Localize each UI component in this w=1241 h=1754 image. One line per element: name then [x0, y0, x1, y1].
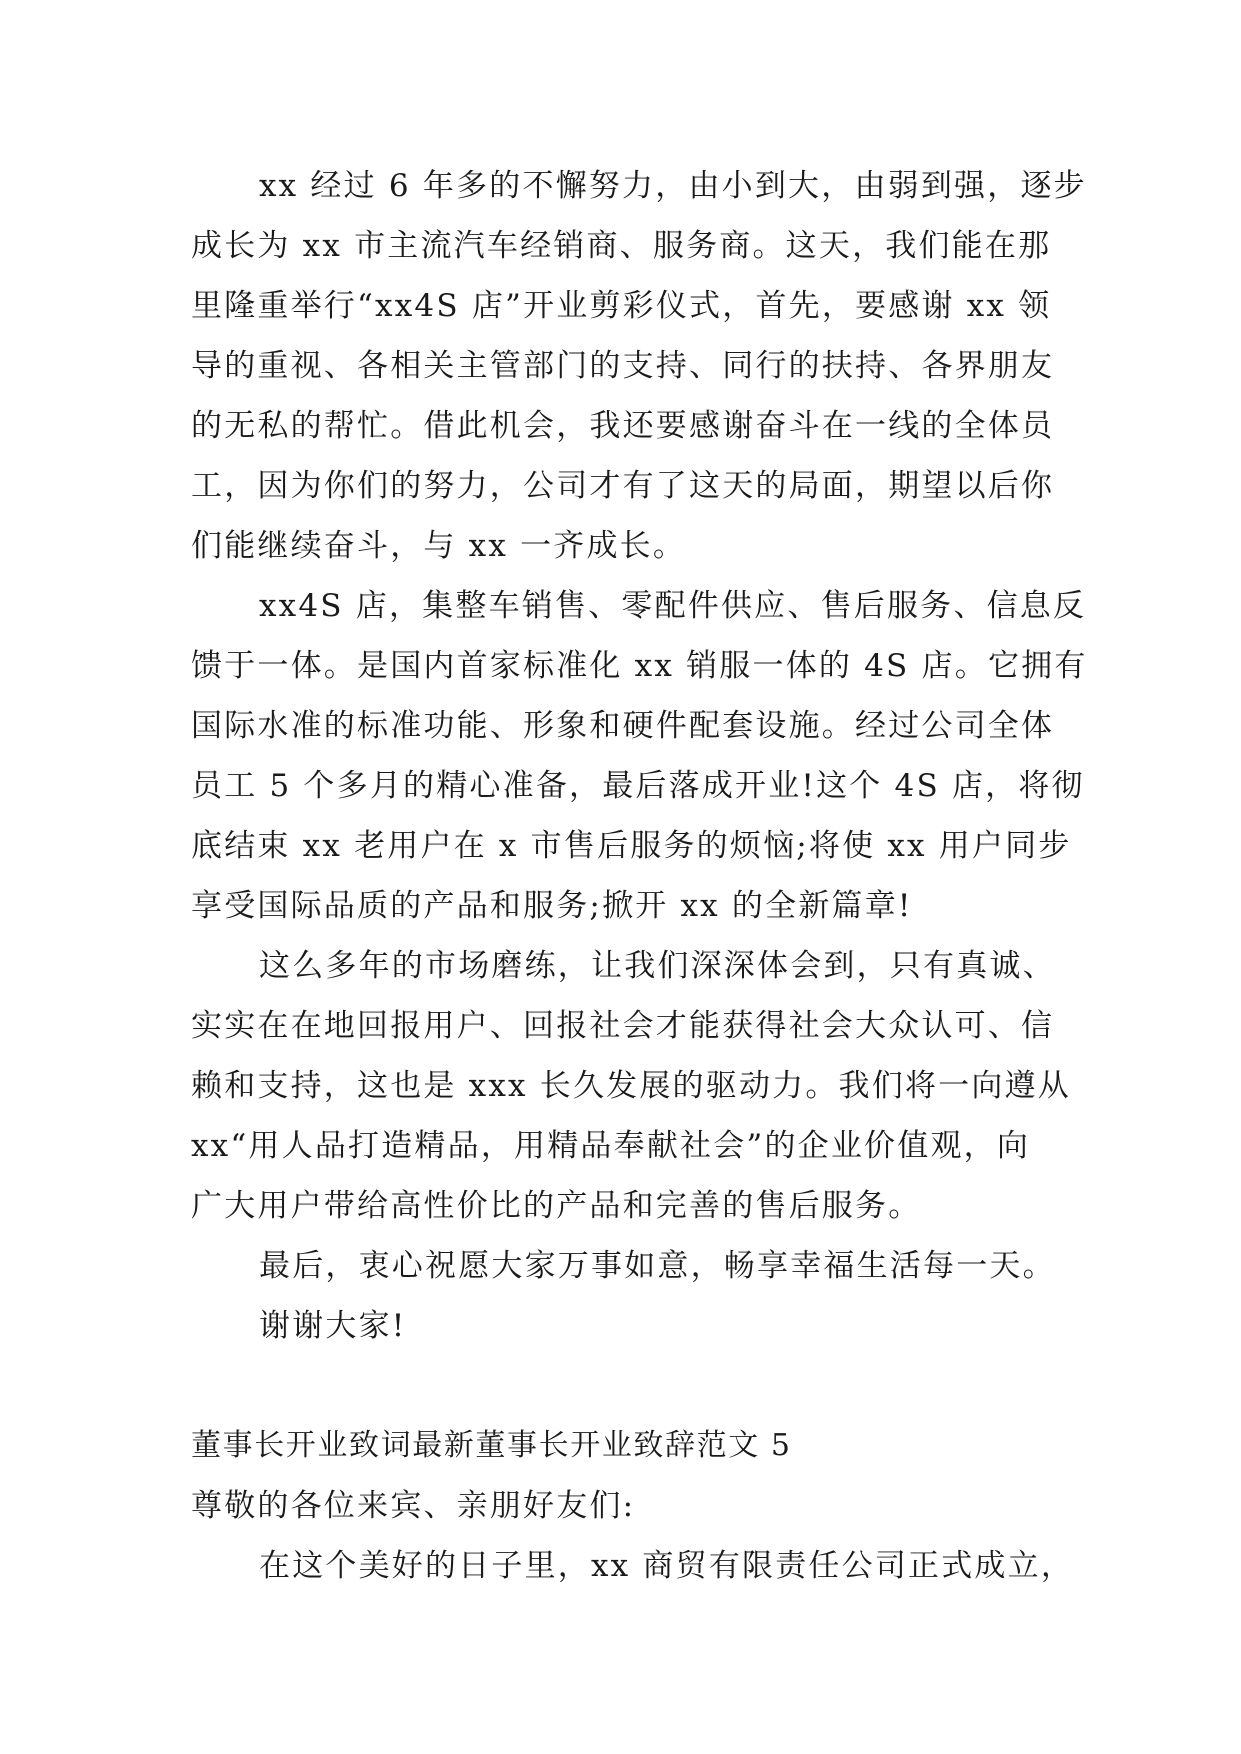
text-line: 享受国际品质的产品和服务;掀开 xx 的全新篇章!	[191, 888, 913, 924]
salutation: 尊敬的各位来宾、亲朋好友们:	[191, 1488, 636, 1524]
text-line: 工，因为你们的努力，公司才有了这天的局面，期望以后你	[191, 468, 1055, 504]
section-title: 董事长开业致词最新董事长开业致辞范文 5	[191, 1428, 792, 1463]
text-line: xx“用人品打造精品，用精品奉献社会”的企业价值观，向	[191, 1128, 1031, 1164]
paragraph-2	[191, 576, 1088, 936]
paragraph-1	[191, 156, 1087, 576]
text-line: 底结束 xx 老用户在 x 市售后服务的烦恼;将使 xx 用户同步	[191, 828, 1072, 864]
text-line: 成长为 xx 市主流汽车经销商、服务商。这天，我们能在那	[191, 228, 1052, 264]
text-line: 导的重视、各相关主管部门的支持、同行的扶持、各界朋友	[191, 348, 1055, 384]
text-line: 馈于一体。是国内首家标准化 xx 销服一体的 4S 店。它拥有	[191, 648, 1088, 684]
text-line: 们能继续奋斗，与 xx 一齐成长。	[191, 528, 687, 564]
text-line: 赖和支持，这也是 xxx 长久发展的驱动力。我们将一向遵从	[191, 1068, 1071, 1104]
paragraph-4-line: 在这个美好的日子里，xx 商贸有限责任公司正式成立，	[259, 1548, 1075, 1584]
text-line: 广大用户带给高性价比的产品和完善的售后服务。	[191, 1188, 922, 1224]
text-line: 实实在在地回报用户、回报社会才能获得社会大众认可、信	[191, 1008, 1055, 1044]
closing-wish: 最后，衷心祝愿大家万事如意，畅享幸福生活每一天。	[259, 1248, 1056, 1284]
text-line: 员工 5 个多月的精心准备，最后落成开业!这个 4S 店，将彻	[191, 768, 1085, 804]
text-line: xx4S 店，集整车销售、零配件供应、售后服务、信息反	[259, 588, 1087, 624]
section-spacer	[191, 1356, 1071, 1416]
text-line: xx 经过 6 年多的不懈努力，由小到大，由弱到强，逐步	[259, 168, 1087, 204]
document-body	[191, 156, 1088, 1596]
text-line: 里隆重举行“xx4S 店”开业剪彩仪式，首先，要感谢 xx 领	[191, 288, 1052, 324]
text-line: 国际水准的标准功能、形象和硬件配套设施。经过公司全体	[191, 708, 1055, 744]
text-line: 的无私的帮忙。借此机会，我还要感谢奋斗在一线的全体员	[191, 408, 1055, 444]
closing-thanks: 谢谢大家!	[259, 1308, 407, 1344]
paragraph-3	[191, 936, 1071, 1236]
text-line: 这么多年的市场磨练，让我们深深体会到，只有真诚、	[259, 948, 1056, 984]
